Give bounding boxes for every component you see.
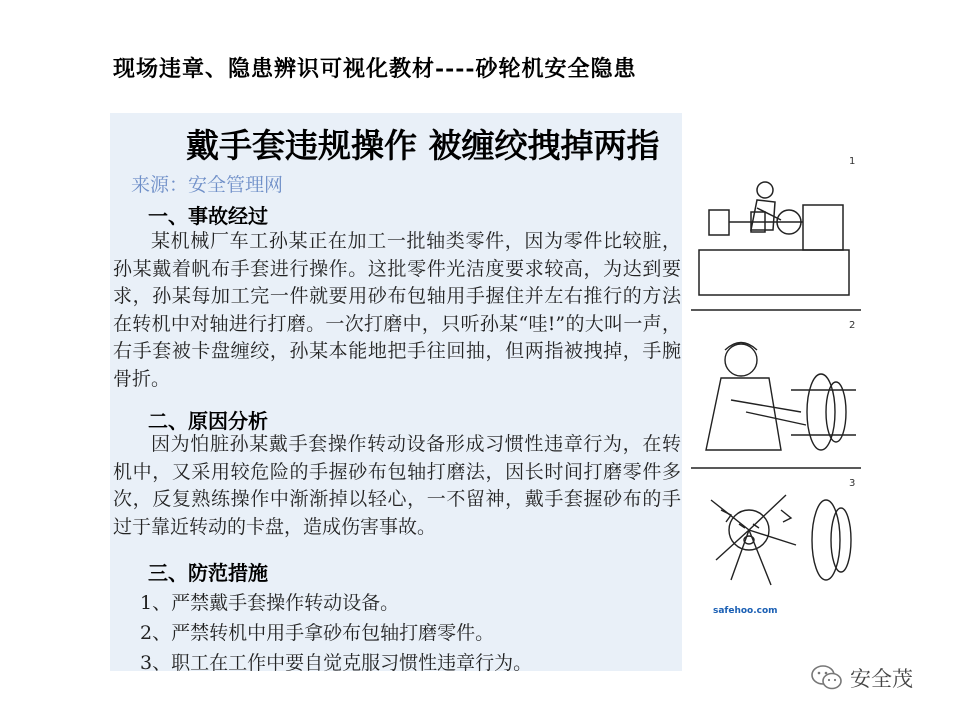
section-heading-accident: 一、事故经过 xyxy=(148,204,268,228)
illustration-panel-1 xyxy=(691,156,861,310)
panel-number-3: 3 xyxy=(849,478,856,489)
section-heading-prevention: 三、防范措施 xyxy=(148,561,268,585)
prevention-item-3: 3、职工在工作中要自觉克服习惯性违章行为。 xyxy=(140,652,533,674)
illustration-watermark: safehoo.com xyxy=(713,606,778,616)
section-heading-cause: 二、原因分析 xyxy=(148,409,268,433)
prevention-item-2: 2、严禁转机中用手拿砂布包轴打磨零件。 xyxy=(140,622,495,644)
article-title: 戴手套违规操作 被缠绞拽掉两指 xyxy=(186,126,660,165)
panel-number-1: 1 xyxy=(849,156,856,167)
slide-title: 现场违章、隐患辨识可视化教材----砂轮机安全隐患 xyxy=(113,56,637,82)
section-body-cause: 因为怕脏孙某戴手套操作转动设备形成习惯性违章行为，在转机中，又采用较危险的手握砂布包轴打磨法，因长时间打磨零件多次，反复熟练操作中渐渐掉以轻心，一不留神，戴手套握砂布的手过于靠近转动的卡盘，造成伤害事故。 xyxy=(113,433,681,538)
prevention-item-1: 1、严禁戴手套操作转动设备。 xyxy=(140,592,400,614)
panel-number-2: 2 xyxy=(849,320,856,331)
section-body-accident: 某机械厂车工孙某正在加工一批轴类零件，因为零件比较脏，孙某戴着帆布手套进行操作。这批零件光洁度要求较高，为达到要求，孙某每加工完一件就要用砂布包轴用手握住并左右推行的方法在转机中对轴进行打磨。一次打磨中，只听孙某“哇!”的大叫一声，右手套被卡盘缠绞，孙某本能地把手往回抽，但两指被拽掉，手腕骨折。 xyxy=(113,230,681,390)
article-source: 来源：安全管理网 xyxy=(131,174,284,196)
accident-illustrations xyxy=(691,150,861,630)
wechat-icon xyxy=(810,663,844,693)
account-watermark xyxy=(810,660,913,696)
illustration-panel-2 xyxy=(691,320,861,468)
illustration-panel-3 xyxy=(711,478,855,616)
account-name: 安全茂 xyxy=(850,667,913,691)
